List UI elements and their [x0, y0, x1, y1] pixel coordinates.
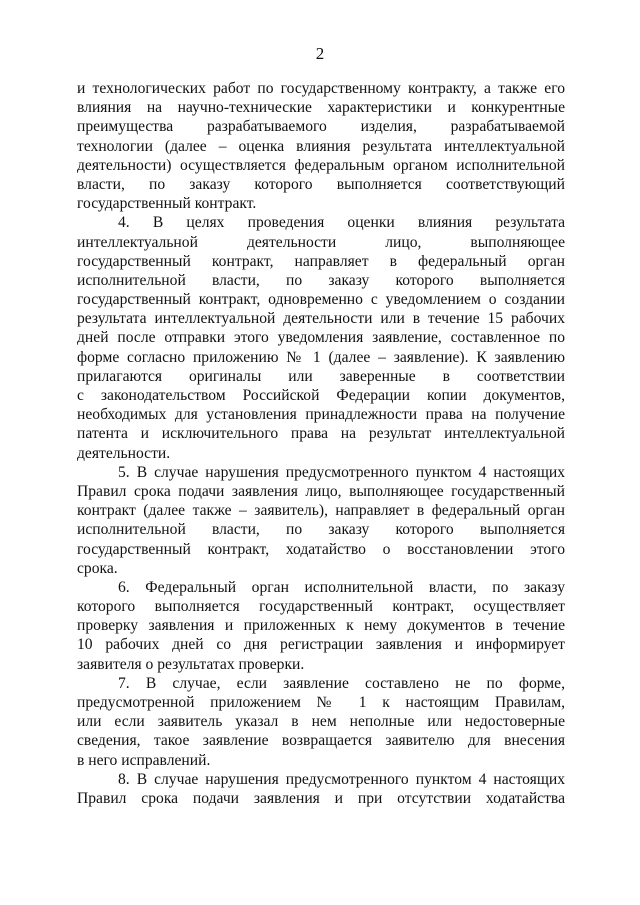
text-line: контракт (далее также – заявитель), направляет в федеральный орган: [77, 502, 565, 520]
text-line: 8. В случае нарушения предусмотренного пунктом 4 настоящих: [118, 770, 565, 788]
text-line: исполнительной власти, по заказу которого выполняется: [77, 271, 565, 289]
text-line: в него исправлений.: [77, 751, 211, 769]
text-line: предусмотренной приложением № 1 к настоящим Правилам,: [77, 694, 565, 711]
text-line: форме согласно приложению № 1 (далее – заявление). К заявлению: [77, 348, 565, 366]
paragraph-4: [77, 213, 565, 462]
text-line: результата интеллектуальной деятельности или в течение 15 рабочих: [77, 310, 565, 328]
text-line: проверку заявления и приложенных к нему документов в течение: [77, 617, 565, 635]
text-line: Правил срока подачи заявления и при отсутствии ходатайства: [77, 789, 565, 807]
text-line: интеллектуальной деятельности лицо, выполняющее: [77, 233, 565, 251]
text-line: с законодательством Российской Федерации копии документов,: [77, 387, 565, 404]
text-line: срока.: [77, 559, 118, 577]
page-number: 2: [315, 44, 325, 63]
text-line: и технологических работ по государственному контракту, а также его: [77, 80, 565, 97]
text-line: деятельности) осуществляется федеральным органом исполнительной: [77, 156, 565, 174]
text-line: необходимых для установления принадлежности права на получение: [77, 406, 565, 424]
text-line: государственный контракт, направляет в федеральный орган: [77, 252, 565, 270]
text-line: деятельности.: [77, 444, 171, 462]
text-line: которого выполняется государственный контракт, осуществляет: [77, 598, 565, 616]
text-line: патента и исключительного права на результат интеллектуальной: [77, 425, 565, 443]
text-line: исполнительной власти, по заказу которого выполняется: [77, 521, 565, 539]
text-line: 10 рабочих дней со дня регистрации заявления и информирует: [77, 636, 565, 654]
text-line: сведения, такое заявление возвращается заявителю для внесения: [77, 732, 565, 750]
text-line: 5. В случае нарушения предусмотренного пунктом 4 настоящих: [118, 463, 565, 481]
paragraph-8: [77, 770, 565, 808]
text-line: государственный контракт.: [77, 195, 257, 213]
text-line: заявителя о результатах проверки.: [77, 655, 305, 673]
text-line: 6. Федеральный орган исполнительной власти, по заказу: [118, 578, 565, 596]
text-line: технологии (далее – оценка влияния результата интеллектуальной: [77, 137, 565, 155]
text-line: дней после отправки этого уведомления заявление, составленное по: [77, 329, 565, 347]
document-body: [77, 79, 565, 808]
text-line: государственный контракт, ходатайство о восстановлении этого: [77, 540, 565, 558]
text-line: прилагаются оригиналы или заверенные в соответствии: [77, 367, 565, 385]
text-line: 4. В целях проведения оценки влияния результата: [118, 214, 565, 232]
text-line: Правил срока подачи заявления лицо, выполняющее государственный: [77, 482, 565, 500]
text-line: власти, по заказу которого выполняется соответствующий: [77, 175, 565, 193]
paragraph-continuation: [77, 79, 565, 213]
text-line: преимущества разрабатываемого изделия, разрабатываемой: [77, 118, 565, 136]
paragraph-5: [77, 463, 565, 578]
text-line: или если заявитель указал в нем неполные или недостоверные: [77, 713, 565, 731]
paragraph-6: [77, 578, 565, 674]
text-line: влияния на научно-технические характеристики и конкурентные: [77, 99, 565, 117]
text-line: 7. В случае, если заявление составлено не по форме,: [118, 674, 565, 692]
paragraph-7: [77, 674, 565, 770]
text-line: государственный контракт, одновременно с уведомлением о создании: [77, 291, 565, 309]
